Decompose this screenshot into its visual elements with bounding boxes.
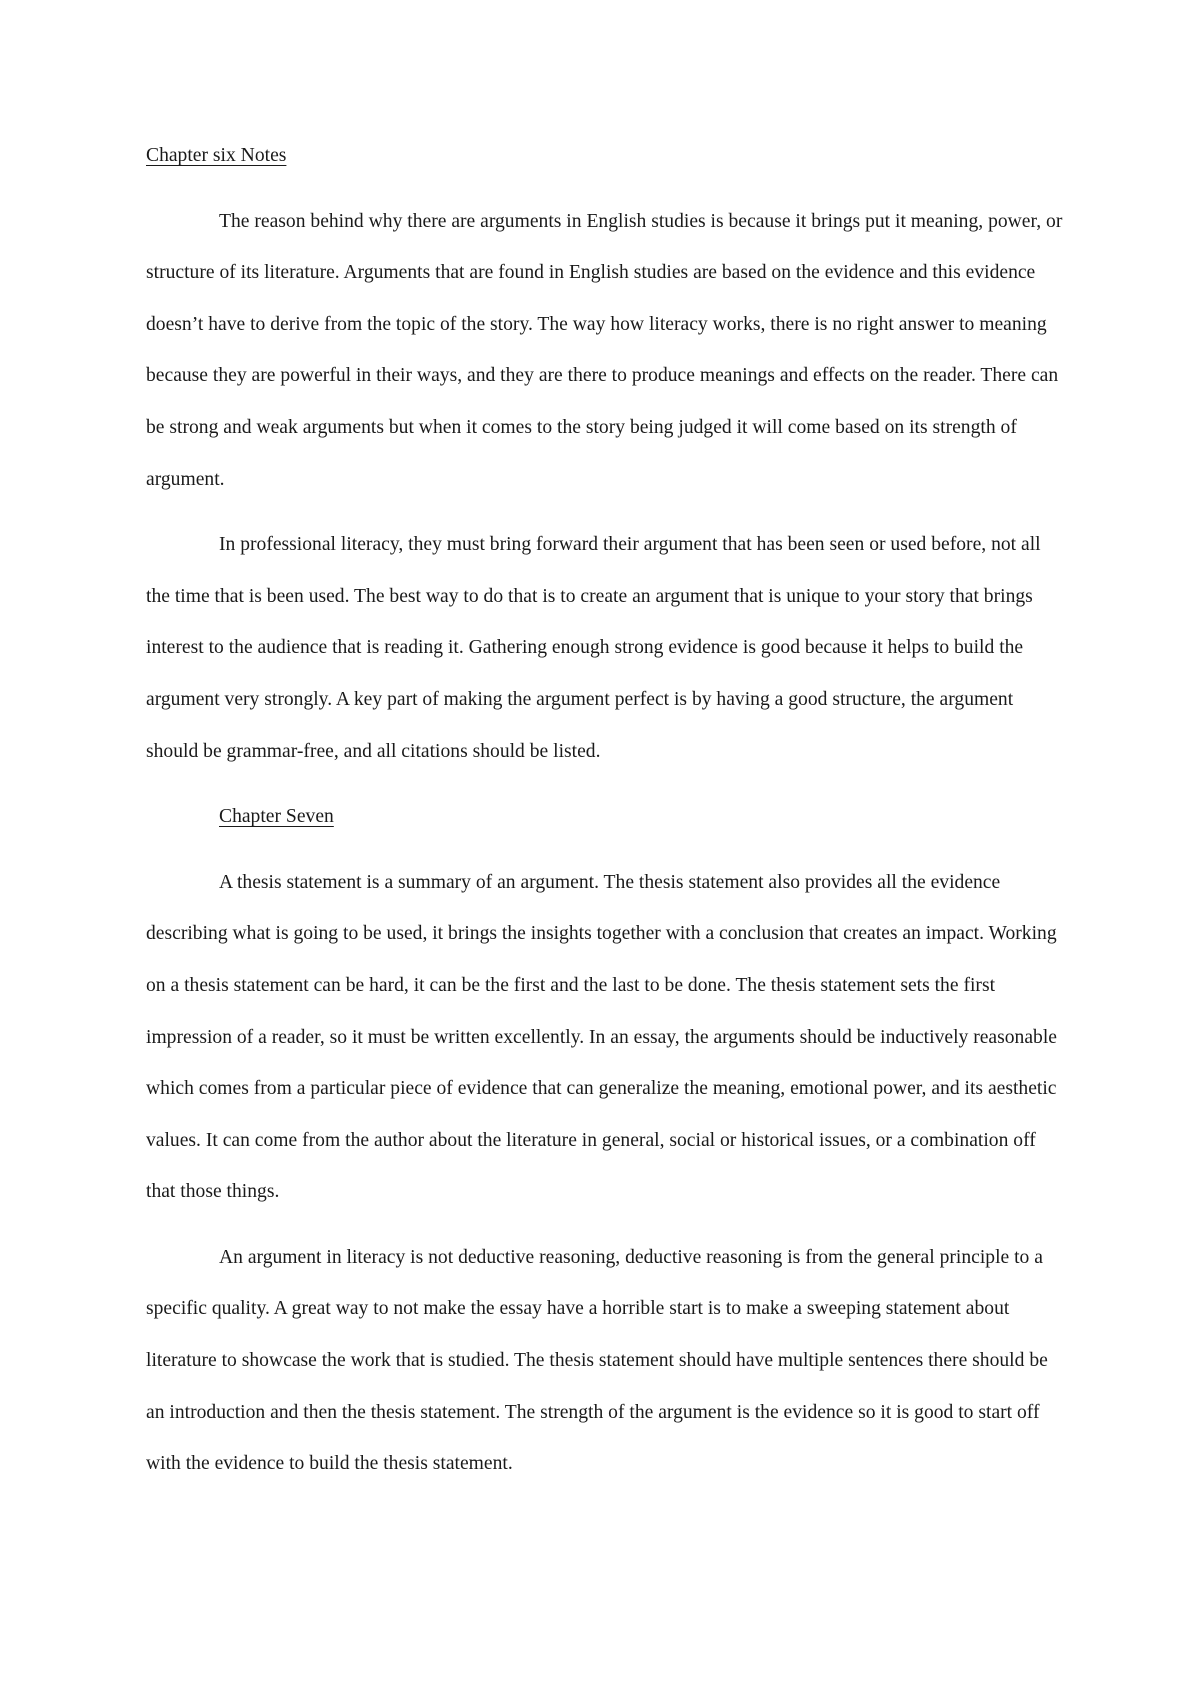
chapter-six-paragraph-1: The reason behind why there are arguments in English studies is because it brings put it meaning, power, or structure of its literature. Arguments that are found in English studies are based on the evidence and this evidence doesn’t have to derive from the topic of the story. The way how literacy works, there is no right answer to meaning because they are powerful in their ways, and they are there to produce meanings and effects on the reader. There can be strong and weak arguments but when it comes to the story being judged it will come based on its strength of argument. bbox=[146, 210, 1063, 490]
chapter-seven-paragraph-1: A thesis statement is a summary of an argument. The thesis statement also provides all the evidence describing what is going to be used, it brings the insights together with a conclusion that creates an impact. Working on a thesis statement can be hard, it can be the first and the last to be done. The thesis statement sets the first impression of a reader, so it must be written excellently. In an essay, the arguments should be inductively reasonable which comes from a particular piece of evidence that can generalize the meaning, emotional power, and its aesthetic values. It can come from the author about the literature in general, social or historical issues, or a combination off that those things. bbox=[146, 871, 1057, 1203]
chapter-six-paragraph-2: In professional literacy, they must bring forward their argument that has been seen or used before, not all the time that is been used. The best way to do that is to create an argument that is unique to your story that brings interest to the audience that is reading it. Gathering enough strong evidence is good because it helps to build the argument very strongly. A key part of making the argument perfect is by having a good structure, the argument should be grammar-free, and all citations should be listed. bbox=[146, 534, 1041, 762]
chapter-seven-heading: Chapter Seven bbox=[219, 806, 334, 828]
document-page bbox=[146, 130, 1066, 1490]
chapter-seven-paragraph-2: An argument in literacy is not deductive reasoning, deductive reasoning is from the general principle to a specific quality. A great way to not make the essay have a horrible start is to make a sweeping statement about literature to showcase the work that is studied. The thesis statement should have multiple sentences there should be an introduction and then the thesis statement. The strength of the argument is the evidence so it is good to start off with the evidence to build the thesis statement. bbox=[146, 1246, 1048, 1475]
chapter-six-heading: Chapter six Notes bbox=[146, 145, 287, 166]
